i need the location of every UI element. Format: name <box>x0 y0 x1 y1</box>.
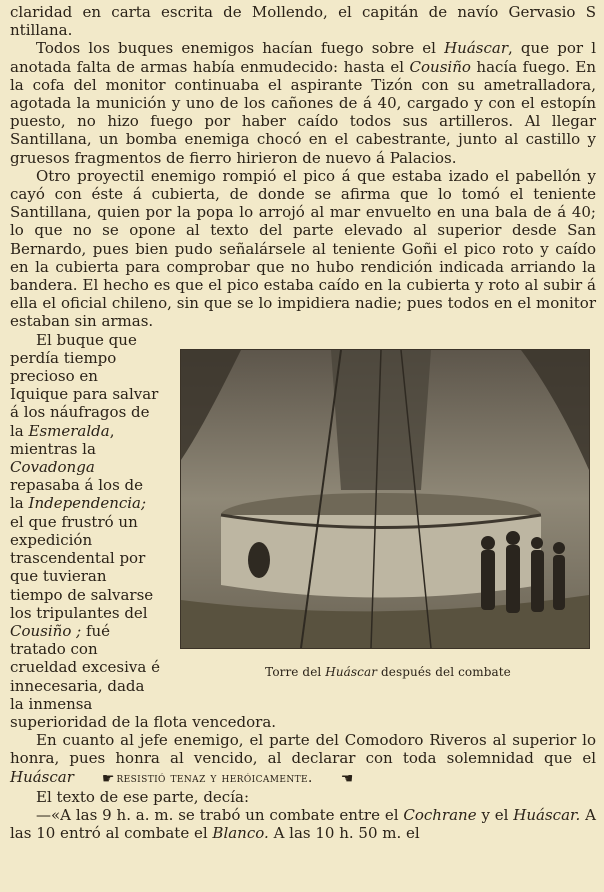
ship-name: Cousiño <box>409 57 471 76</box>
figure-caption: Torre del Huáscar después del combate <box>265 664 511 679</box>
paragraph-4: El buque que perdía tiempo precioso en Iquique para salvar á los náufragos de la Esmeralda, mientras la Covadonga repasaba á los de la Independencia; el que frustró un expedición trascendental por que tuvieran tiempo de salvarse los tripulantes del Cousiño ; fué tratado con crueldad excesiva é innecesaria, dada la inmensa superioridad de la flota vencedora. <box>10 330 277 731</box>
turret-photo-illustration <box>181 350 589 648</box>
paragraph-7: —«A las 9 h. a. m. se trabó un combate entre el Cochrane y el Huáscar. A las 10 entró al combate el Blanco. A las 10 h. 50 m. el <box>10 805 597 843</box>
ship-name: Huáscar <box>444 39 508 58</box>
paragraph-5: En cuanto al jefe enemigo, el parte del Comodoro Riveros al superior lo honra, pues honra al vencido, al declarar con toda solemnidad que el Huáscar ☛ resistió tenaz y heróicamente. ☚ <box>10 731 596 787</box>
paragraph-2: Todos los buques enemigos hacían fuego sobre el Huáscar, que por l anotada falta de armas había enmudecido: hasta el Cousiño hacía fuego. En la cofa del monitor continuaba el aspirante Tizón con su ametralladora, agotada la munición y uno de los cañones de á 40, cargado y con el estopín puesto, no hizo fuego por haber caído todos sus artilleros. Al llegar Santillana, un bomba enemiga chocó en el cabestrante, junto al castillo y gruesos fragmentos de fierro hirieron de nuevo á Palacios. <box>10 39 597 167</box>
pointing-hand-icon: ☛ <box>101 770 115 787</box>
paragraph-6: El texto de ese parte, decía: <box>36 787 250 806</box>
pointing-hand-icon: ☚ <box>340 770 354 787</box>
figure <box>168 335 596 700</box>
photo-turret <box>180 349 590 649</box>
paragraph-3: Otro proyectil enemigo rompió el pico á que estaba izado el pabellón y cayó con éste á cubierta, de donde se afirma que lo tomó el teniente Santillana, quien por la popa lo arrojó al mar envuelto en una bala de á 40; lo que no se opone al texto del parte elevado al superior desde San Bernardo, pues bien pudo señalársele al teniente Goñi el pico roto y caído en la cubierta para comprobar que no hubo rendición indicada arriando la bandera. El hecho es que el pico estaba caído en la cubierta y roto al subir á ella el oficial chileno, sin que se lo impidiera nadie; pues todos en el monitor estaban sin armas. <box>10 166 596 331</box>
paragraph-1: claridad en carta escrita de Mollendo, el capitán de navío Gervasio S ntillana. <box>10 3 596 40</box>
